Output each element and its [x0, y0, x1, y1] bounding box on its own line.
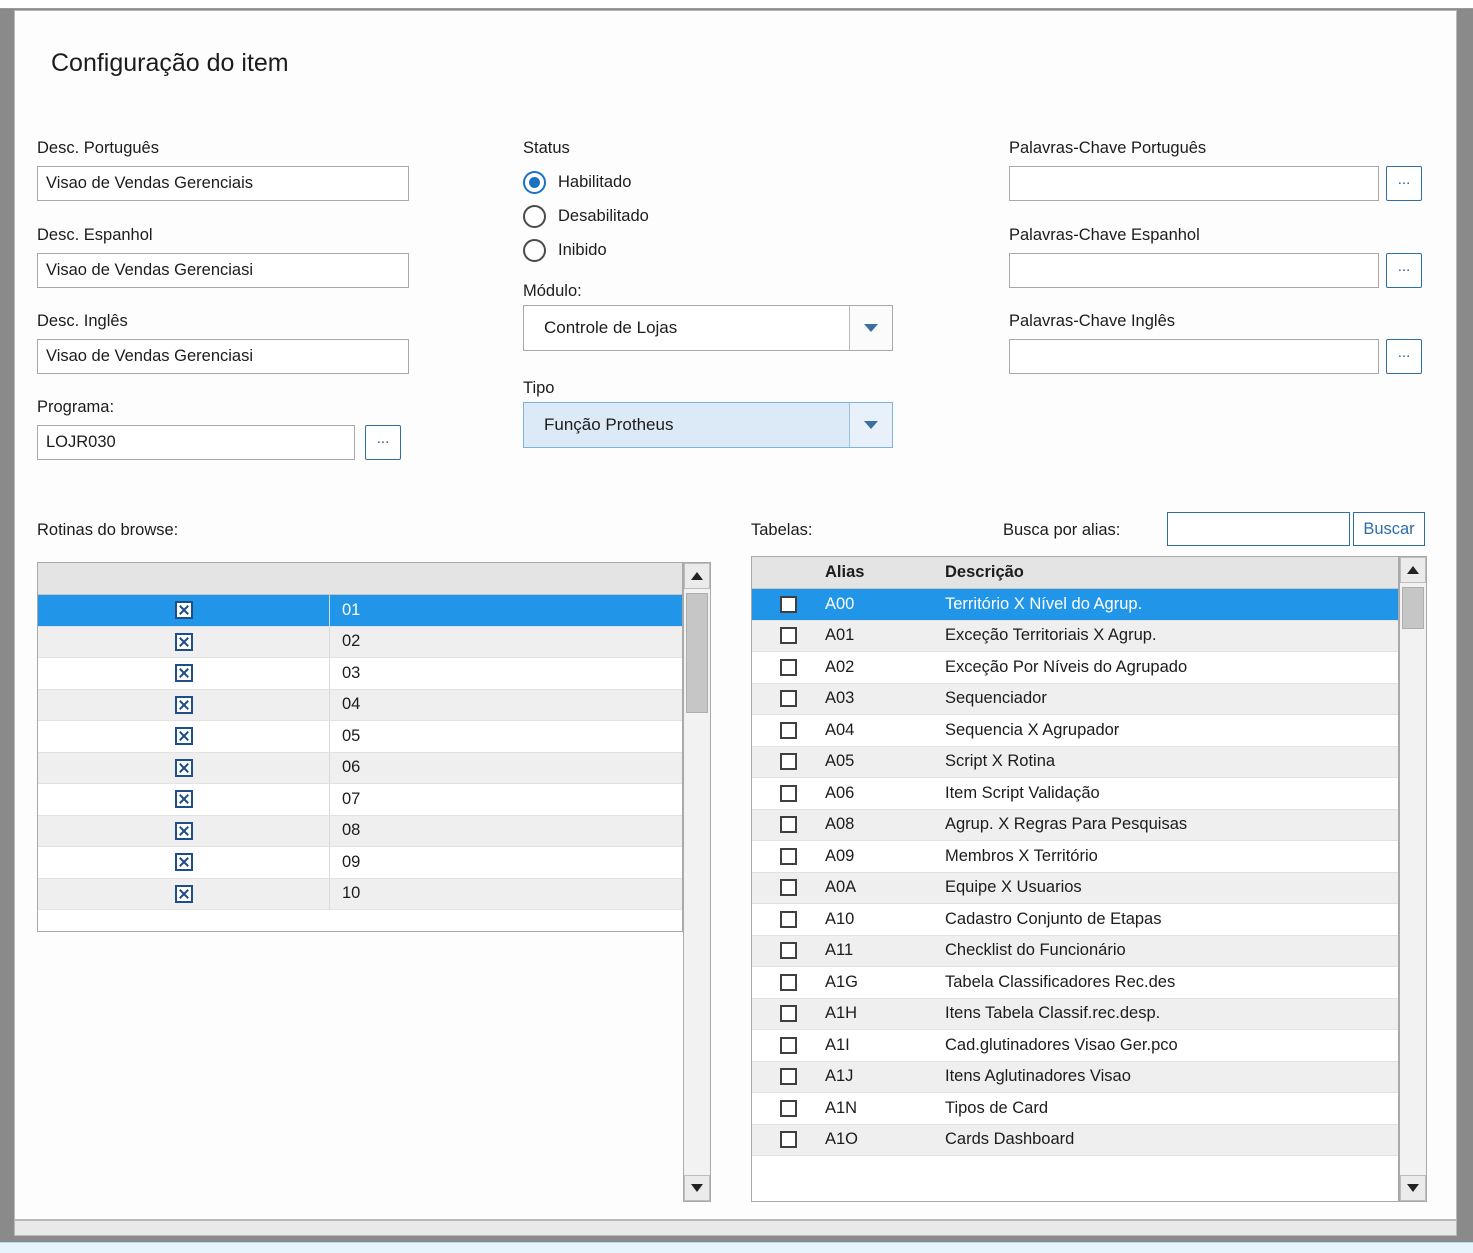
desc-pt-label: Desc. Português	[37, 139, 159, 157]
modulo-label: Módulo:	[523, 282, 582, 300]
row-checkbox-cell[interactable]	[752, 621, 825, 652]
row-checkbox-cell[interactable]	[752, 652, 825, 683]
checkbox-icon[interactable]	[780, 1005, 797, 1022]
close-box-icon	[175, 822, 193, 840]
table-alias: A1H	[825, 1004, 858, 1023]
table-row[interactable]	[752, 1125, 1398, 1157]
row-checkbox-cell[interactable]	[752, 967, 825, 998]
table-alias: A1I	[825, 1035, 850, 1054]
programa-browse-button[interactable]: ...	[365, 425, 401, 460]
radio-inibido[interactable]	[523, 239, 607, 262]
tables-grid	[751, 556, 1399, 1202]
radio-desabilitado-label: Desabilitado	[558, 207, 649, 225]
routine-number: 10	[342, 884, 361, 903]
modulo-select-value: Controle de Lojas	[544, 318, 678, 337]
table-row[interactable]	[752, 936, 1398, 968]
tables-header-check	[752, 557, 825, 588]
table-description: Cadastro Conjunto de Etapas	[945, 909, 1162, 928]
chevron-down-icon[interactable]	[849, 403, 892, 447]
close-box-icon	[175, 727, 193, 745]
checkbox-icon[interactable]	[780, 816, 797, 833]
row-checkbox-cell[interactable]	[752, 778, 825, 809]
table-alias: A1G	[825, 972, 859, 991]
checkbox-icon[interactable]	[780, 627, 797, 644]
table-alias: A05	[825, 752, 855, 771]
radio-habilitado-label: Habilitado	[558, 173, 632, 191]
window-top-strip	[0, 0, 1473, 9]
table-row[interactable]	[752, 810, 1398, 842]
desc-en-label: Desc. Inglês	[37, 312, 128, 330]
row-checkbox-cell[interactable]	[752, 841, 825, 872]
table-alias: A02	[825, 657, 855, 676]
table-row[interactable]	[752, 1062, 1398, 1094]
row-checkbox-cell[interactable]	[752, 684, 825, 715]
table-alias: A1N	[825, 1098, 858, 1117]
table-row[interactable]	[752, 621, 1398, 653]
checkbox-icon[interactable]	[780, 1100, 797, 1117]
status-label: Status	[523, 139, 570, 157]
row-checkbox-cell[interactable]	[752, 747, 825, 778]
table-description: Item Script Validação	[945, 783, 1100, 802]
table-description: Sequencia X Agrupador	[945, 720, 1120, 739]
table-description: Script X Rotina	[945, 752, 1056, 771]
table-description: Sequenciador	[945, 689, 1047, 708]
alias-search-input[interactable]	[1167, 512, 1350, 546]
table-row[interactable]	[38, 690, 682, 722]
close-box-icon	[175, 790, 193, 808]
table-alias: A08	[825, 815, 855, 834]
tables-rows-container	[752, 589, 1398, 1156]
routines-scroll-thumb[interactable]	[686, 593, 708, 713]
radio-inibido-icon[interactable]	[523, 239, 546, 262]
checkbox-icon[interactable]	[780, 911, 797, 928]
table-alias: A10	[825, 909, 855, 928]
radio-inibido-label: Inibido	[558, 241, 607, 259]
search-alias-label: Busca por alias:	[1003, 521, 1121, 539]
checkbox-icon[interactable]	[780, 753, 797, 770]
kw-pt-browse-button[interactable]: ...	[1386, 166, 1422, 201]
routine-number: 03	[342, 663, 361, 682]
table-alias: A01	[825, 626, 855, 645]
row-status-cell	[38, 879, 330, 910]
routine-number: 05	[342, 726, 361, 745]
kw-es-browse-button[interactable]: ...	[1386, 253, 1422, 288]
desc-es-input[interactable]: Visao de Vendas Gerenciasi	[37, 253, 409, 288]
tables-scrollbar[interactable]	[1399, 556, 1427, 1202]
table-description: Membros X Território	[945, 846, 1098, 865]
page-bottom-strip	[0, 1242, 1473, 1253]
table-description: Checklist do Funcionário	[945, 941, 1126, 960]
row-checkbox-cell[interactable]	[752, 904, 825, 935]
row-checkbox-cell[interactable]	[752, 715, 825, 746]
tipo-select[interactable]	[523, 402, 893, 448]
table-description: Equipe X Usuarios	[945, 878, 1082, 897]
table-description: Tabela Classificadores Rec.des	[945, 972, 1176, 991]
table-row[interactable]	[752, 652, 1398, 684]
table-row[interactable]	[38, 595, 682, 627]
routines-grid	[37, 562, 683, 932]
routines-rows-container	[38, 595, 682, 910]
scroll-up-icon[interactable]	[1400, 557, 1426, 583]
tables-title: Tabelas:	[751, 521, 813, 539]
table-alias: A04	[825, 720, 855, 739]
row-checkbox-cell[interactable]	[752, 1062, 825, 1093]
page-title: Configuração do item	[51, 49, 289, 77]
radio-habilitado[interactable]	[523, 171, 631, 194]
checkbox-icon[interactable]	[780, 785, 797, 802]
kw-en-input[interactable]	[1009, 339, 1379, 374]
modulo-select[interactable]	[523, 305, 893, 351]
row-status-cell	[38, 721, 330, 752]
table-description: Território X Nível do Agrup.	[945, 594, 1143, 613]
table-description: Itens Tabela Classif.rec.desp.	[945, 1004, 1161, 1023]
table-row[interactable]	[38, 847, 682, 879]
checkbox-icon[interactable]	[780, 722, 797, 739]
row-checkbox-cell[interactable]	[752, 1125, 825, 1156]
table-row[interactable]	[752, 873, 1398, 905]
row-checkbox-cell[interactable]	[752, 999, 825, 1030]
table-alias: A11	[825, 941, 854, 960]
close-box-icon	[175, 759, 193, 777]
table-row[interactable]	[752, 684, 1398, 716]
row-checkbox-cell[interactable]	[752, 1030, 825, 1061]
checkbox-icon[interactable]	[780, 596, 797, 613]
tipo-select-value: Função Protheus	[544, 415, 674, 434]
table-alias: A0A	[825, 878, 857, 897]
table-alias: A00	[825, 594, 855, 613]
config-item-window	[14, 10, 1457, 1220]
table-row[interactable]	[38, 879, 682, 911]
tables-scroll-thumb[interactable]	[1402, 587, 1424, 629]
checkbox-icon[interactable]	[780, 1037, 797, 1054]
checkbox-icon[interactable]	[780, 1068, 797, 1085]
close-box-icon	[175, 853, 193, 871]
kw-es-label: Palavras-Chave Espanhol	[1009, 226, 1200, 244]
checkbox-icon[interactable]	[780, 879, 797, 896]
table-alias: A1O	[825, 1130, 859, 1149]
kw-en-label: Palavras-Chave Inglês	[1009, 312, 1175, 330]
table-row[interactable]	[752, 999, 1398, 1031]
table-row[interactable]	[38, 784, 682, 816]
row-status-cell	[38, 847, 330, 878]
search-button[interactable]: Buscar	[1353, 512, 1425, 546]
kw-en-browse-button[interactable]: ...	[1386, 339, 1422, 374]
desc-en-input[interactable]: Visao de Vendas Gerenciasi	[37, 339, 409, 374]
table-alias: A03	[825, 689, 855, 708]
table-description: Cards Dashboard	[945, 1130, 1075, 1149]
tipo-label: Tipo	[523, 379, 555, 397]
programa-label: Programa:	[37, 398, 115, 416]
routines-grid-header	[38, 563, 682, 595]
row-status-cell	[38, 658, 330, 689]
routine-number: 09	[342, 852, 361, 871]
routine-number: 02	[342, 632, 361, 651]
tables-header-alias: Alias	[825, 563, 865, 581]
kw-pt-input[interactable]	[1009, 166, 1379, 201]
table-description: Tipos de Card	[945, 1098, 1049, 1117]
tables-grid-header	[752, 557, 1398, 589]
close-box-icon	[175, 696, 193, 714]
row-status-cell	[38, 627, 330, 658]
table-description: Exceção Por Níveis do Agrupado	[945, 657, 1188, 676]
chevron-down-icon[interactable]	[849, 306, 892, 350]
table-description: Exceção Territoriais X Agrup.	[945, 626, 1157, 645]
table-description: Agrup. X Regras Para Pesquisas	[945, 815, 1188, 834]
table-row[interactable]	[752, 1093, 1398, 1125]
routines-scrollbar[interactable]	[683, 562, 711, 1202]
table-row[interactable]	[752, 715, 1398, 747]
checkbox-icon[interactable]	[780, 690, 797, 707]
row-checkbox-cell[interactable]	[752, 810, 825, 841]
table-row[interactable]	[752, 778, 1398, 810]
scroll-up-icon[interactable]	[684, 563, 710, 589]
table-row[interactable]	[752, 747, 1398, 779]
table-alias: A1J	[825, 1067, 854, 1086]
table-row[interactable]	[38, 627, 682, 659]
routine-number: 07	[342, 789, 361, 808]
kw-pt-label: Palavras-Chave Português	[1009, 139, 1207, 157]
checkbox-icon[interactable]	[780, 974, 797, 991]
table-row[interactable]	[38, 816, 682, 848]
row-status-cell	[38, 753, 330, 784]
table-row[interactable]	[752, 1030, 1398, 1062]
radio-desabilitado-icon[interactable]	[523, 205, 546, 228]
table-row[interactable]	[38, 721, 682, 753]
window-footer	[14, 1220, 1457, 1236]
checkbox-icon[interactable]	[780, 848, 797, 865]
table-row[interactable]	[752, 904, 1398, 936]
row-checkbox-cell[interactable]	[752, 1093, 825, 1124]
close-box-icon	[175, 664, 193, 682]
table-row[interactable]	[38, 658, 682, 690]
routines-title: Rotinas do browse:	[37, 521, 179, 539]
routine-number: 08	[342, 821, 361, 840]
table-row[interactable]	[752, 589, 1398, 621]
desc-es-label: Desc. Espanhol	[37, 226, 153, 244]
kw-es-input[interactable]	[1009, 253, 1379, 288]
row-status-cell	[38, 595, 330, 626]
table-alias: A09	[825, 846, 855, 865]
routine-number: 04	[342, 695, 361, 714]
table-row[interactable]	[752, 967, 1398, 999]
programa-input[interactable]: LOJR030	[37, 425, 355, 460]
radio-desabilitado[interactable]	[523, 205, 649, 228]
radio-habilitado-icon[interactable]	[523, 171, 546, 194]
scroll-down-icon[interactable]	[1400, 1175, 1426, 1201]
table-alias: A06	[825, 783, 855, 802]
scroll-down-icon[interactable]	[684, 1175, 710, 1201]
table-row[interactable]	[38, 753, 682, 785]
checkbox-icon[interactable]	[780, 942, 797, 959]
row-checkbox-cell[interactable]	[752, 936, 825, 967]
close-box-icon	[175, 885, 193, 903]
close-box-icon	[175, 601, 193, 619]
table-row[interactable]	[752, 841, 1398, 873]
row-status-cell	[38, 816, 330, 847]
row-checkbox-cell[interactable]	[752, 589, 825, 620]
routine-number: 06	[342, 758, 361, 777]
checkbox-icon[interactable]	[780, 1131, 797, 1148]
routine-number: 01	[342, 600, 361, 619]
close-box-icon	[175, 633, 193, 651]
table-description: Itens Aglutinadores Visao	[945, 1067, 1131, 1086]
table-description: Cad.glutinadores Visao Ger.pco	[945, 1035, 1178, 1054]
desc-pt-input[interactable]: Visao de Vendas Gerenciais	[37, 166, 409, 201]
row-checkbox-cell[interactable]	[752, 873, 825, 904]
row-status-cell	[38, 690, 330, 721]
row-status-cell	[38, 784, 330, 815]
checkbox-icon[interactable]	[780, 659, 797, 676]
tables-header-descricao: Descrição	[945, 563, 1024, 581]
